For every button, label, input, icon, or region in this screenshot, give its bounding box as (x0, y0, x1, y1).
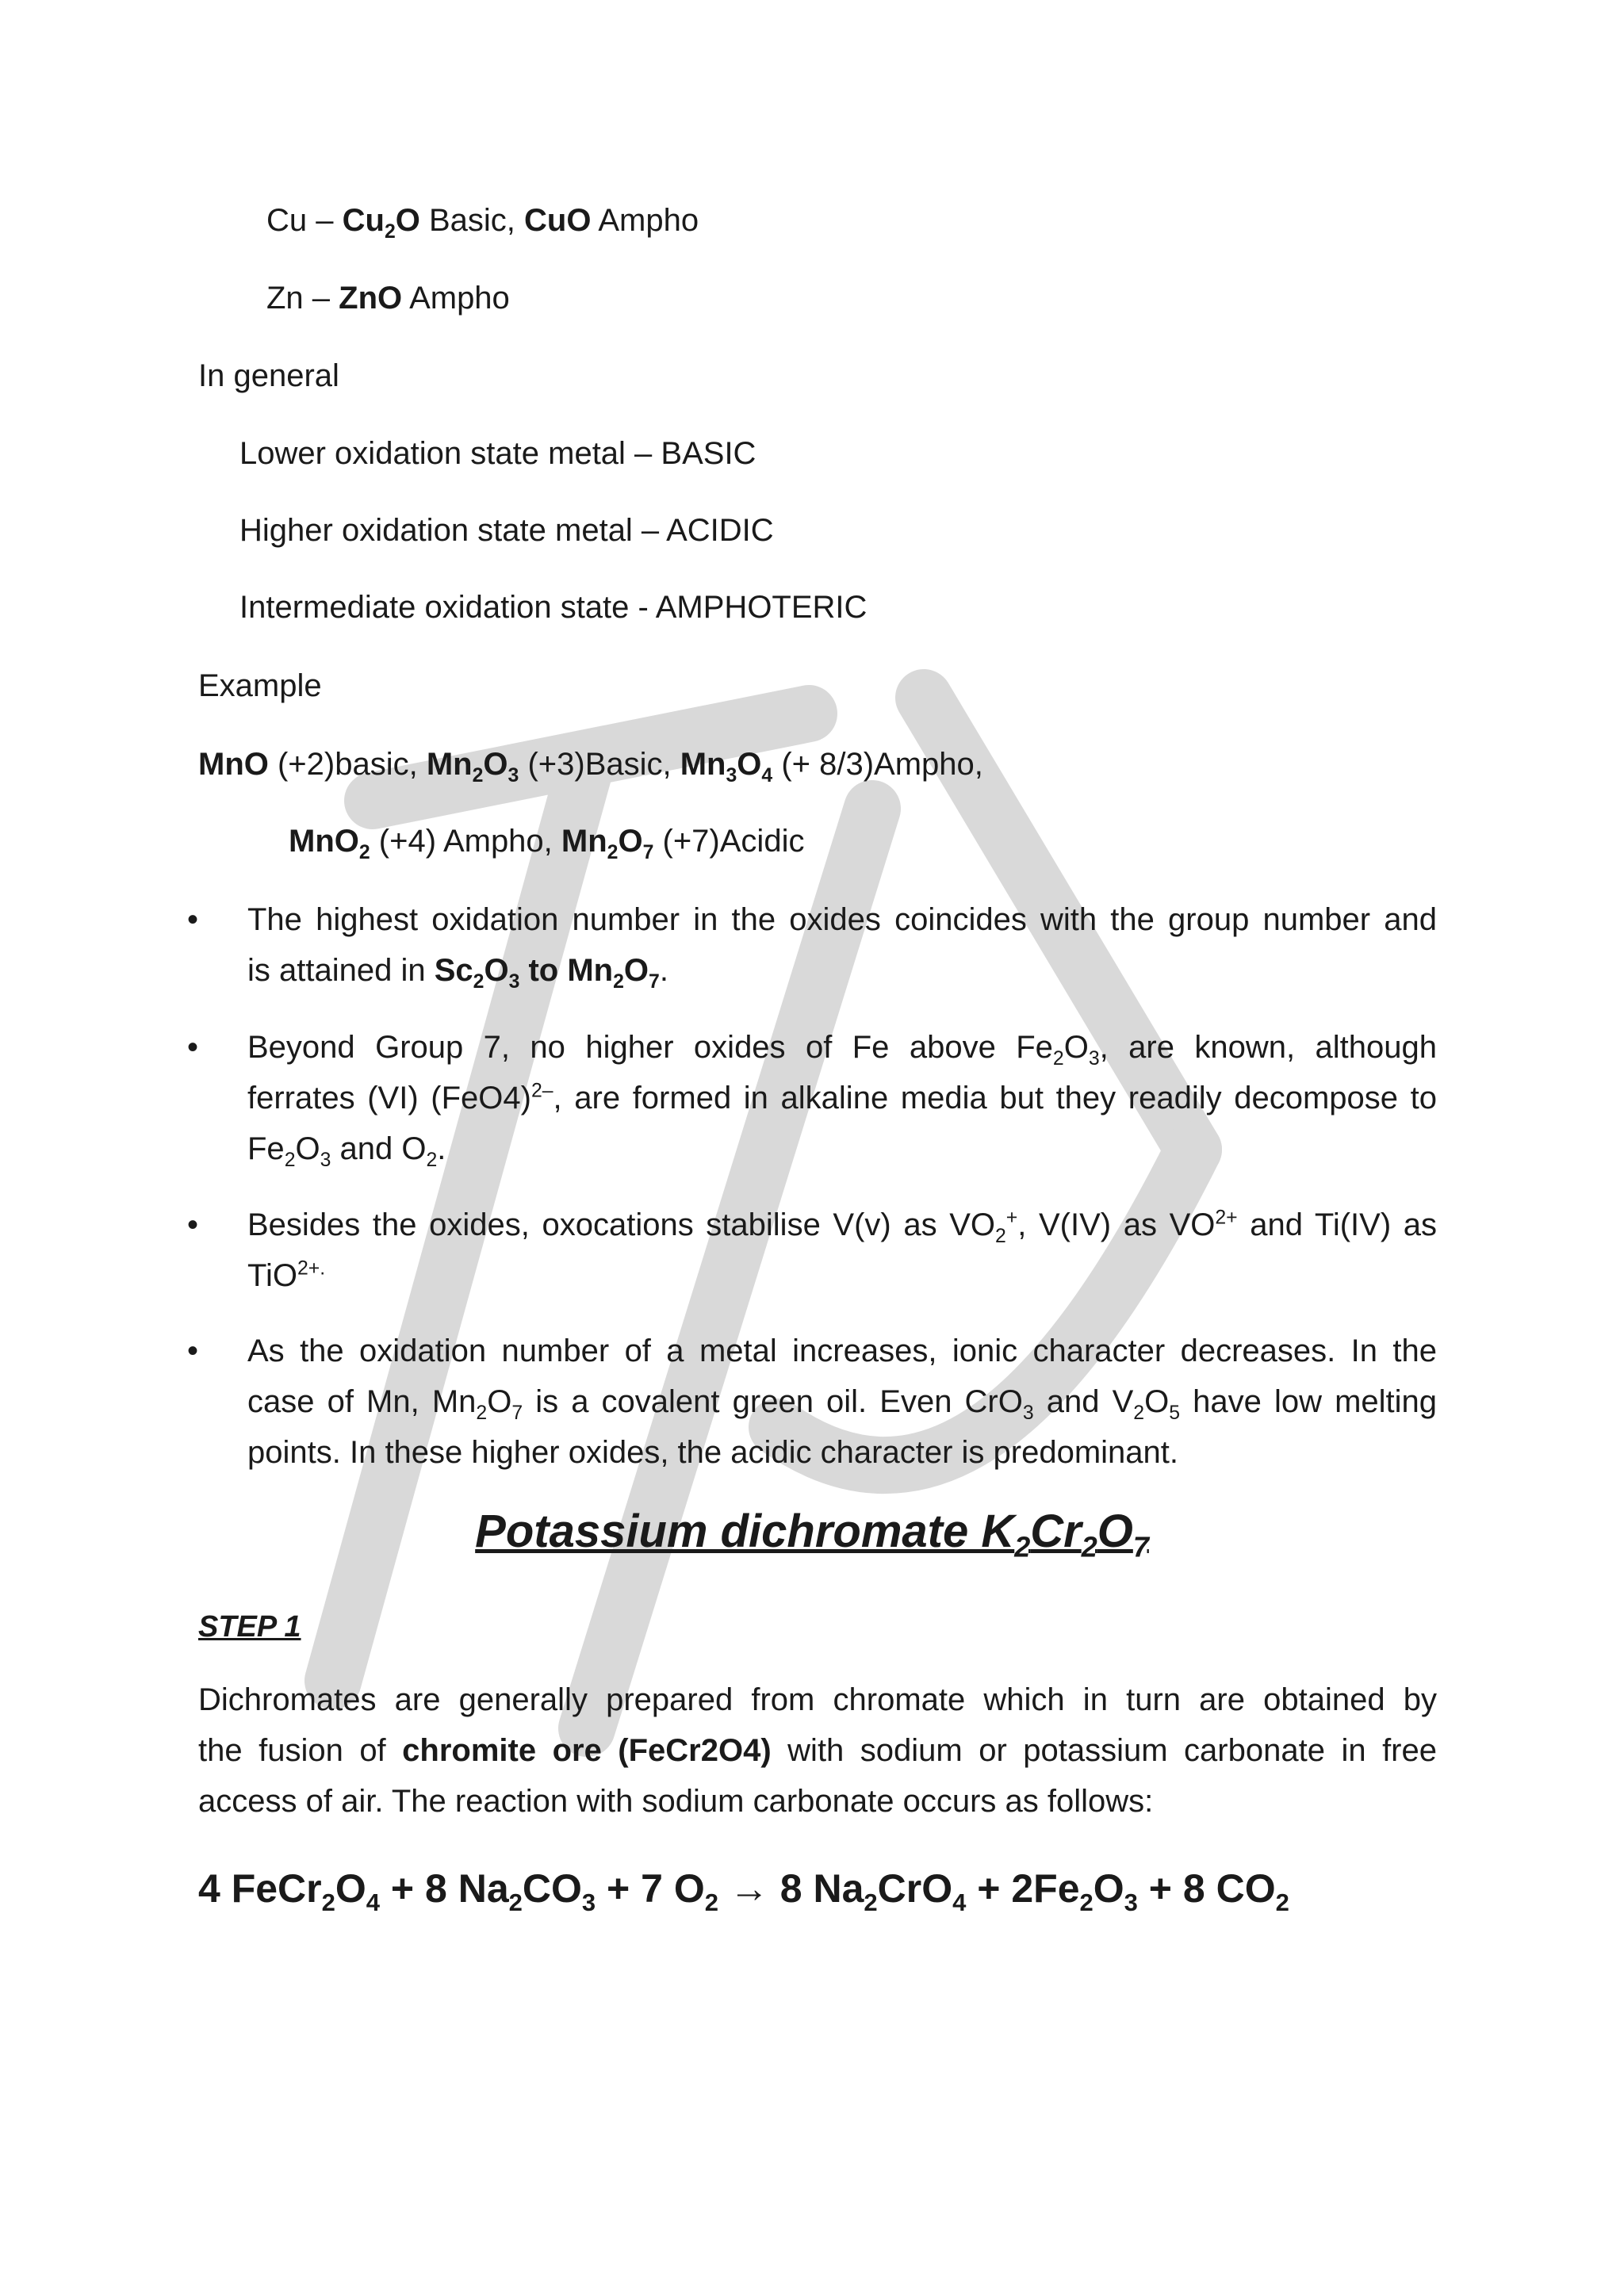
sup: + (1005, 1207, 1018, 1229)
o: O (1144, 1384, 1170, 1419)
sub: 4 (952, 1888, 967, 1916)
sub: 4 (761, 765, 773, 786)
mno: MnO (198, 747, 269, 782)
bullet-3-line-2 (247, 1258, 325, 1293)
sub: 2 (613, 971, 624, 993)
bullet-4-line-3: points. In these higher oxides, the acidic character is predominant. (247, 1435, 1178, 1470)
bullet-1-line-2 (247, 953, 668, 993)
cu2o-tail: O (395, 203, 420, 238)
sub: 3 (508, 765, 519, 786)
zn-oxides-line (266, 273, 510, 323)
sub: 2 (384, 221, 396, 243)
sub: 3 (1088, 1048, 1100, 1070)
para-line-2 (198, 1725, 1437, 1776)
zn-metal: Zn (266, 281, 304, 316)
text: and V (1033, 1384, 1134, 1419)
eq-term: O (1093, 1866, 1124, 1911)
note: (+3)Basic, (519, 747, 680, 782)
sub: 3 (1022, 1402, 1034, 1424)
example-line-2 (289, 816, 804, 867)
title-text: Potassium dichromate K (475, 1506, 1015, 1557)
in-general-heading: In general (198, 358, 339, 393)
o: O (1063, 1030, 1089, 1065)
text: is a covalent green oil. Even CrO (523, 1384, 1023, 1419)
mn: Mn (426, 747, 473, 782)
fe: Fe (247, 1131, 285, 1166)
text: case of Mn, Mn (247, 1384, 477, 1419)
o: O (623, 953, 649, 988)
cuo-nature: Ampho (591, 203, 699, 238)
sub: 7 (511, 1402, 523, 1424)
note: (+7)Acidic (653, 824, 805, 859)
reaction-equation (198, 1863, 1289, 1914)
bullet-4-text (247, 1326, 1437, 1478)
text: have low melting (1180, 1384, 1438, 1419)
bullet-1-text (247, 894, 1437, 996)
note: (+ 8/3)Ampho, (772, 747, 983, 782)
eq-term: 8 Na (779, 1866, 864, 1911)
sub: 2 (321, 1888, 335, 1916)
tio: TiO (247, 1258, 297, 1293)
o: O (483, 747, 508, 782)
text: , V(IV) as VO (1017, 1207, 1216, 1242)
sub: 2 (472, 765, 484, 786)
step-1-heading: STEP 1 (198, 1610, 301, 1644)
eq-term: + 2Fe (966, 1866, 1080, 1911)
mno2: MnO (289, 824, 359, 859)
sub: 2 (995, 1226, 1006, 1247)
sc: Sc (434, 953, 473, 988)
end: . (659, 953, 668, 988)
cu-metal: Cu (266, 203, 308, 238)
sub: 2 (358, 842, 370, 863)
sup: 2+. (297, 1257, 326, 1280)
example-line-1 (198, 739, 983, 790)
example-heading: Example (198, 668, 322, 703)
cu2o: Cu (342, 203, 385, 238)
title-cr: Cr (1030, 1506, 1082, 1557)
bullet-3-mark: • (187, 1207, 199, 1242)
text: is attained in (247, 953, 435, 988)
intermediate-oxidation-line: Intermediate oxidation state - AMPHOTERIC (239, 590, 868, 625)
para-line-1: Dichromates are generally prepared from chromate which in turn are obtained by (198, 1682, 1437, 1717)
sub: 5 (1169, 1402, 1181, 1424)
text: and Ti(IV) as (1237, 1207, 1438, 1242)
eq-term: 4 FeCr (198, 1866, 322, 1911)
o: O (618, 824, 643, 859)
eq-term: CrO (877, 1866, 953, 1911)
dash: – (303, 281, 339, 316)
sub: 2 (1133, 1402, 1145, 1424)
bullet-3-line-1 (247, 1200, 1437, 1250)
sub: 2 (1079, 1888, 1094, 1916)
mn: Mn (680, 747, 726, 782)
arrow-icon: → (718, 1866, 780, 1911)
sub: 4 (366, 1888, 381, 1916)
o: O (487, 1384, 512, 1419)
sub: 3 (1124, 1888, 1138, 1916)
bullet-4-line-2 (247, 1376, 1437, 1427)
sub: 2 (1014, 1530, 1031, 1563)
sub: 2 (864, 1888, 878, 1916)
bullet-4-line-1: As the oxidation number of a metal increases, ionic character decreases. In the (247, 1334, 1437, 1368)
para-line-3: access of air. The reaction with sodium carbonate occurs as follows: (198, 1784, 1154, 1819)
sub: 3 (581, 1888, 596, 1916)
bullet-4-mark: • (187, 1334, 199, 1368)
sub: 2 (704, 1888, 718, 1916)
text: the fusion of (198, 1733, 403, 1768)
sub: 3 (508, 971, 520, 993)
bullet-2-line-2 (247, 1073, 1437, 1123)
dash: – (307, 203, 343, 238)
eq-term: + 7 O (596, 1866, 705, 1911)
chromite-ore: chromite ore (FeCr2O4) (402, 1733, 772, 1768)
o: O (484, 953, 509, 988)
title-o: O (1097, 1506, 1133, 1557)
lower-oxidation-line: Lower oxidation state metal – BASIC (239, 436, 756, 471)
sub: 2 (426, 1150, 438, 1171)
sub: 7 (649, 971, 660, 993)
bullet-2-line-1 (247, 1022, 1437, 1073)
to-mn: to Mn (519, 953, 614, 988)
o: O (295, 1131, 320, 1166)
sub: 2 (1081, 1530, 1097, 1563)
cu2o-nature: Basic, (419, 203, 525, 238)
bullet-2-mark: • (187, 1030, 199, 1065)
end: . (437, 1131, 446, 1166)
sup: 2– (530, 1080, 553, 1102)
cuo: CuO (524, 203, 592, 238)
sub: 2 (1275, 1888, 1289, 1916)
eq-term: + 8 CO (1137, 1866, 1276, 1911)
sub: 7 (642, 842, 654, 863)
higher-oxidation-line: Higher oxidation state metal – ACIDIC (239, 513, 774, 548)
sub: 2 (607, 842, 619, 863)
zno-nature: Ampho (402, 281, 510, 316)
eq-term: + 8 Na (380, 1866, 509, 1911)
text: Besides the oxides, oxocations stabilise V(v) as VO (247, 1207, 995, 1242)
sub: 2 (508, 1888, 523, 1916)
sup: 2+ (1215, 1207, 1238, 1229)
bullet-1-mark: • (187, 902, 199, 937)
eq-term: O (335, 1866, 366, 1911)
sub: 3 (320, 1150, 331, 1171)
sub: 2 (473, 971, 485, 993)
step-1-paragraph (198, 1674, 1437, 1827)
eq-term: CO (522, 1866, 582, 1911)
sub: 2 (284, 1150, 296, 1171)
mn: Mn (561, 824, 607, 859)
text: ferrates (VI) (FeO4) (247, 1081, 531, 1115)
sub: 2 (476, 1402, 488, 1424)
o: O (737, 747, 762, 782)
text: with sodium or potassium carbonate in free (771, 1733, 1437, 1768)
text: and O (331, 1131, 427, 1166)
note: (+4) Ampho, (370, 824, 561, 859)
bullet-3-text (247, 1200, 1437, 1301)
text: Beyond Group 7, no higher oxides of Fe above Fe (247, 1030, 1053, 1065)
sub: 7 (1132, 1530, 1149, 1563)
bullet-1-line-1: The highest oxidation number in the oxides coincides with the group number and (247, 902, 1437, 937)
bullet-2-line-3 (247, 1131, 446, 1171)
zno: ZnO (339, 281, 403, 316)
sub: 3 (726, 765, 737, 786)
section-title (0, 1506, 1624, 1563)
sub: 2 (1052, 1048, 1064, 1070)
text: , are formed in alkaline media but they readily decompose to (553, 1081, 1437, 1115)
note: (+2)basic, (268, 747, 427, 782)
bullet-2-text (247, 1022, 1437, 1174)
cu-oxides-line (266, 195, 699, 246)
text: , are known, although (1099, 1030, 1437, 1065)
